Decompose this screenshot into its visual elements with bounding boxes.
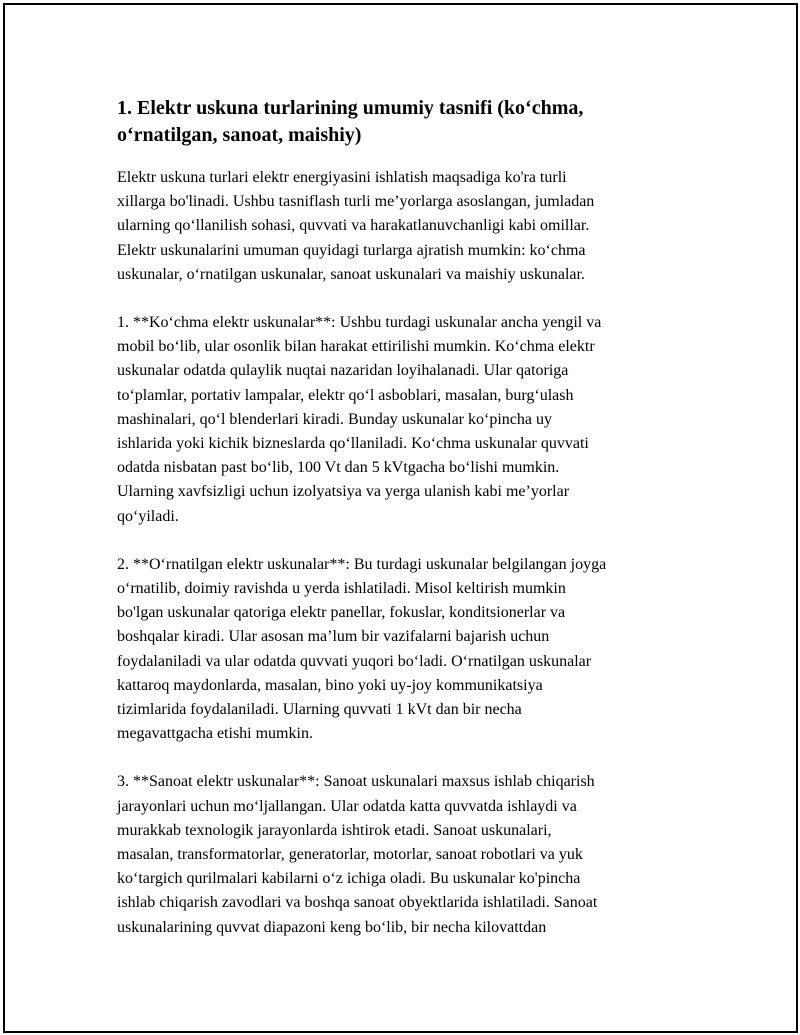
text-line: murakkab texnologik jarayonlarda ishtirok etadi. Sanoat uskunalari, — [117, 821, 552, 839]
heading-line: 1. Elektr uskuna turlarining umumiy tasnifi (ko‘chma, — [117, 97, 584, 119]
text-line: boshqalar kiradi. Ular asosan ma’lum bir vazifalarni bajarish uchun — [117, 628, 550, 646]
heading-line: o‘rnatilgan, sanoat, maishiy) — [117, 124, 362, 146]
text-line: ishlarida yoki kichik bizneslarda qo‘llaniladi. Ko‘chma uskunalar quvvati — [117, 435, 589, 453]
text-line: jarayonlari uchun mo‘ljallangan. Ular odatda katta quvvatda ishlaydi va — [117, 797, 577, 815]
text-line: mashinalari, qo‘l blenderlari kiradi. Bunday uskunalar ko‘pincha uy — [117, 410, 552, 428]
text-line: bo'lgan uskunalar qatoriga elektr panellar, fokuslar, konditsionerlar va — [117, 604, 566, 622]
text-line: odatda nisbatan past bo‘lib, 100 Vt dan 5 kVtgacha bo‘lishi mumkin. — [117, 459, 560, 477]
text-line: kattaroq maydonlarda, masalan, bino yoki uy-joy kommunikatsiya — [117, 676, 543, 694]
text-line: 3. **Sanoat elektr uskunalar**: Sanoat uskunalari maxsus ishlab chiqarish — [117, 773, 595, 791]
text-line: 1. **Ko‘chma elektr uskunalar**: Ushbu turdagi uskunalar ancha yengil va — [117, 314, 602, 332]
text-line: xillarga bo'linadi. Ushbu tasniflash turli me’yorlarga asoslangan, jumladan — [117, 193, 595, 211]
text-line: foydalaniladi va ular odatda quvvati yuqori bo‘ladi. O‘rnatilgan uskunalar — [117, 652, 592, 670]
text-line: qo‘yiladi. — [117, 507, 179, 525]
section-heading — [117, 95, 687, 149]
text-line: ko‘targich qurilmalari kabilarni o‘z ichiga oladi. Bu uskunalar ko'pincha — [117, 870, 581, 888]
text-line: Ularning xavfsizligi uchun izolyatsiya va yerga ulanish kabi me’yorlar — [117, 483, 570, 501]
portable-equipment-paragraph — [117, 311, 687, 529]
text-line: uskunalar odatda qulaylik nuqtai nazaridan loyihalanadi. Ular qatoriga — [117, 362, 569, 380]
text-line: uskunalarining quvvat diapazoni keng bo‘lib, bir necha kilovattdan — [117, 918, 547, 936]
text-line: tizimlarida foydalaniladi. Ularning quvvati 1 kVt dan bir necha — [117, 701, 522, 719]
intro-paragraph — [117, 166, 687, 287]
text-line: o‘rnatilib, doimiy ravishda u yerda ishlatiladi. Misol keltirish mumkin — [117, 580, 566, 598]
text-line: Elektr uskunalarini umuman quyidagi turlarga ajratish mumkin: ko‘chma — [117, 241, 586, 259]
text-line: 2. **O‘rnatilgan elektr uskunalar**: Bu turdagi uskunalar belgilangan joyga — [117, 555, 607, 573]
text-line: megavattgacha etishi mumkin. — [117, 725, 313, 743]
text-line: ishlab chiqarish zavodlari va boshqa sanoat obyektlarida ishlatiladi. Sanoat — [117, 894, 598, 912]
industrial-equipment-paragraph — [117, 770, 687, 939]
document-body — [117, 95, 687, 964]
installed-equipment-paragraph — [117, 553, 687, 747]
text-line: ularning qo‘llanilish sohasi, quvvati va harakatlanuvchanligi kabi omillar. — [117, 217, 590, 235]
text-line: to‘plamlar, portativ lampalar, elektr qo‘l asboblari, masalan, burg‘ulash — [117, 386, 574, 404]
text-line: uskunalar, o‘rnatilgan uskunalar, sanoat uskunalari va maishiy uskunalar. — [117, 265, 585, 283]
text-line: masalan, transformatorlar, generatorlar, motorlar, sanoat robotlari va yuk — [117, 846, 583, 864]
text-line: mobil bo‘lib, ular osonlik bilan harakat ettirilishi mumkin. Ko‘chma elektr — [117, 338, 595, 356]
text-line: Elektr uskuna turlari elektr energiyasini ishlatish maqsadiga ko'ra turli — [117, 169, 567, 186]
